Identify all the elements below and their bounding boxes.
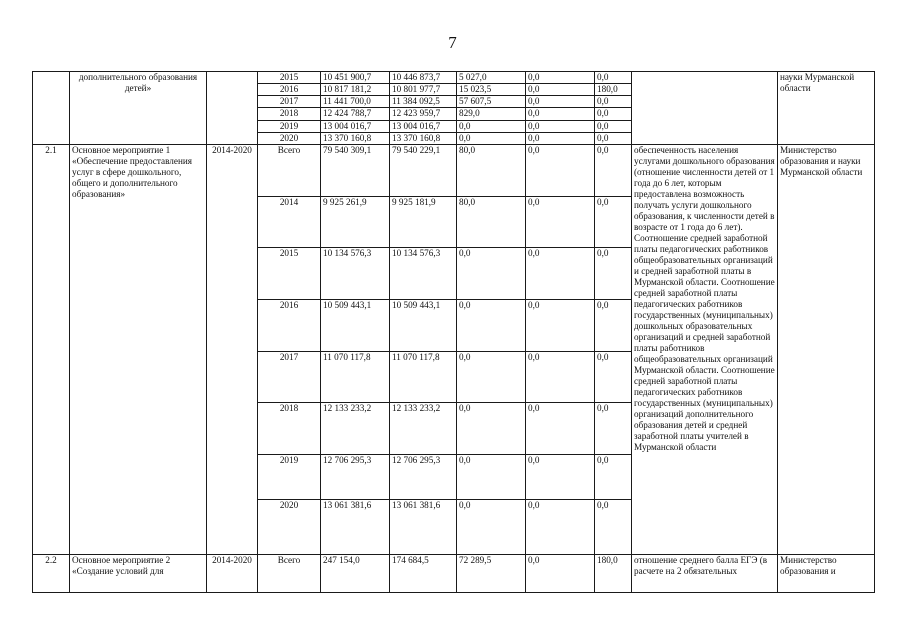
federal-cell: 0,0: [457, 455, 526, 500]
executor-cell: [778, 144, 875, 554]
name-cell: [70, 144, 207, 554]
executor-text: Министерство образования и: [780, 555, 837, 577]
budget-cell: 12 706 295,3: [390, 455, 457, 500]
other-cell: 180,0: [595, 84, 632, 96]
federal-cell: 80,0: [457, 144, 526, 196]
measure-name: дополнительного образования детей»: [78, 72, 198, 93]
total-cell: 10 451 900,7: [321, 72, 390, 84]
total-cell: 247 154,0: [321, 555, 390, 593]
local-cell: 0,0: [526, 84, 595, 96]
federal-cell: 0,0: [457, 351, 526, 403]
budget-cell: 174 684,5: [390, 555, 457, 593]
total-cell: 12 424 788,7: [321, 108, 390, 120]
other-cell: 0,0: [595, 196, 632, 248]
budget-cell: 10 509 443,1: [390, 300, 457, 352]
year-cell: 2019: [258, 455, 321, 500]
total-cell: 10 817 181,2: [321, 84, 390, 96]
period-cell: 2014-2020: [207, 555, 258, 593]
year-cell: 2014: [258, 196, 321, 248]
local-cell: 0,0: [526, 96, 595, 108]
year-cell: 2018: [258, 108, 321, 120]
year-cell: 2016: [258, 84, 321, 96]
number-cell: [33, 72, 70, 145]
indicator-cell: [632, 144, 778, 554]
executor-cell: [778, 72, 875, 145]
executor-cell: [778, 555, 875, 593]
other-cell: 180,0: [595, 555, 632, 593]
local-cell: 0,0: [526, 455, 595, 500]
number-cell: 2.2: [33, 555, 70, 593]
year-cell: 2020: [258, 499, 321, 555]
local-cell: 0,0: [526, 499, 595, 555]
other-cell: 0,0: [595, 499, 632, 555]
period-cell: [207, 72, 258, 145]
local-cell: 0,0: [526, 351, 595, 403]
name-cell: [70, 72, 207, 145]
name-cell: [70, 555, 207, 593]
federal-cell: 0,0: [457, 499, 526, 555]
year-cell: 2017: [258, 96, 321, 108]
federal-cell: 5 027,0: [457, 72, 526, 84]
year-cell: 2019: [258, 120, 321, 132]
table-row: [33, 72, 875, 84]
total-cell: 13 061 381,6: [321, 499, 390, 555]
total-cell: 10 509 443,1: [321, 300, 390, 352]
federal-cell: 72 289,5: [457, 555, 526, 593]
year-cell: 2020: [258, 132, 321, 144]
year-cell: 2017: [258, 351, 321, 403]
local-cell: 0,0: [526, 555, 595, 593]
other-cell: 0,0: [595, 72, 632, 84]
executor-text: науки Мурманской области: [780, 72, 855, 93]
other-cell: 0,0: [595, 108, 632, 120]
federal-cell: 0,0: [457, 403, 526, 455]
budget-cell: 13 061 381,6: [390, 499, 457, 555]
budget-cell: 12 133 233,2: [390, 403, 457, 455]
total-cell: 11 441 700,0: [321, 96, 390, 108]
local-cell: 0,0: [526, 300, 595, 352]
budget-cell: 11 070 117,8: [390, 351, 457, 403]
total-cell: 13 004 016,7: [321, 120, 390, 132]
budget-cell: 10 801 977,7: [390, 84, 457, 96]
budget-cell: 11 384 092,5: [390, 96, 457, 108]
federal-cell: 15 023,5: [457, 84, 526, 96]
budget-cell: 10 446 873,7: [390, 72, 457, 84]
other-cell: 0,0: [595, 132, 632, 144]
other-cell: 0,0: [595, 96, 632, 108]
other-cell: 0,0: [595, 144, 632, 196]
total-cell: 10 134 576,3: [321, 248, 390, 300]
local-cell: 0,0: [526, 120, 595, 132]
year-cell: 2015: [258, 248, 321, 300]
year-cell: 2018: [258, 403, 321, 455]
table-row: [33, 555, 875, 593]
executor-text: Министерство образования и науки Мурманской области: [780, 144, 863, 177]
other-cell: 0,0: [595, 120, 632, 132]
budget-cell: 79 540 229,1: [390, 144, 457, 196]
federal-cell: 0,0: [457, 132, 526, 144]
year-cell: Всего: [258, 144, 321, 196]
measure-name: Основное мероприятие 1 «Обеспечение предоставления услуг в сфере дошкольного, общего и дополнительного образования»: [72, 144, 193, 199]
local-cell: 0,0: [526, 108, 595, 120]
number-cell: 2.1: [33, 144, 70, 554]
total-cell: 11 070 117,8: [321, 351, 390, 403]
budget-cell: 13 004 016,7: [390, 120, 457, 132]
year-cell: 2016: [258, 300, 321, 352]
other-cell: 0,0: [595, 248, 632, 300]
federal-cell: 0,0: [457, 248, 526, 300]
federal-cell: 0,0: [457, 300, 526, 352]
total-cell: 12 133 233,2: [321, 403, 390, 455]
total-cell: 79 540 309,1: [321, 144, 390, 196]
other-cell: 0,0: [595, 300, 632, 352]
federal-cell: 57 607,5: [457, 96, 526, 108]
measure-name: Основное мероприятие 2 «Создание условий для: [72, 555, 171, 577]
budget-cell: 13 370 160,8: [390, 132, 457, 144]
year-cell: 2015: [258, 72, 321, 84]
budget-cell: 12 423 959,7: [390, 108, 457, 120]
indicator-cell: [632, 72, 778, 145]
federal-cell: 0,0: [457, 120, 526, 132]
local-cell: 0,0: [526, 132, 595, 144]
total-cell: 12 706 295,3: [321, 455, 390, 500]
budget-cell: 10 134 576,3: [390, 248, 457, 300]
indicator-text: отношение среднего балла ЕГЭ (в расчете на 2 обязательных: [634, 555, 768, 577]
federal-cell: 80,0: [457, 196, 526, 248]
other-cell: 0,0: [595, 455, 632, 500]
indicator-text: обеспеченность населения услугами дошкольного образования (отношение численности детей от 1 года до 6 лет, которым предоставлена возможность получать услуги дошкольного образования, к численности детей в возрасте от 1 года до 6 лет). Соотношение средней заработной платы педагогических работников общеобразовательных организаций и средней заработной платы в Мурманской области. Соотношение средней заработной платы педагогических работников государственных (муниципальных) дошкольных образовательных организаций и средней заработной платы работников общеобразовательных организаций Мурманской области. Соотношение средней заработной платы педагогических работников государственных (муниципальных) организаций дополнительного образования детей и средней заработной платы учителей в Мурманской области: [634, 144, 775, 452]
table-row: [33, 144, 875, 196]
local-cell: 0,0: [526, 144, 595, 196]
page-number: 7: [448, 33, 457, 52]
indicator-cell: [632, 555, 778, 593]
period-cell: 2014-2020: [207, 144, 258, 554]
program-table: [32, 71, 875, 593]
total-cell: 9 925 261,9: [321, 196, 390, 248]
federal-cell: 829,0: [457, 108, 526, 120]
other-cell: 0,0: [595, 403, 632, 455]
local-cell: 0,0: [526, 196, 595, 248]
budget-cell: 9 925 181,9: [390, 196, 457, 248]
year-cell: Всего: [258, 555, 321, 593]
other-cell: 0,0: [595, 351, 632, 403]
local-cell: 0,0: [526, 248, 595, 300]
local-cell: 0,0: [526, 72, 595, 84]
local-cell: 0,0: [526, 403, 595, 455]
total-cell: 13 370 160,8: [321, 132, 390, 144]
